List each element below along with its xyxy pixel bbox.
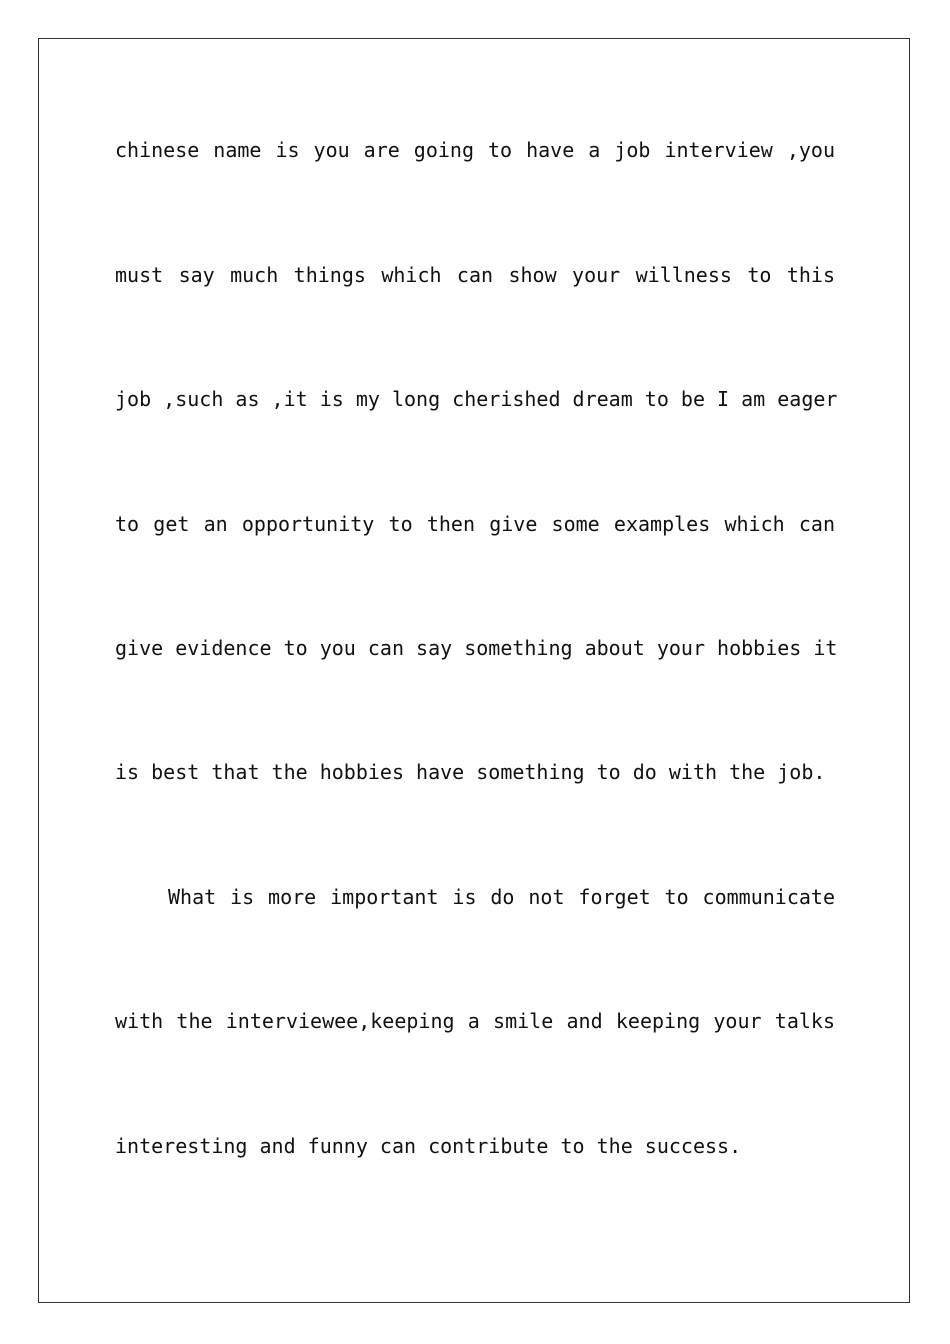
paragraph-line: to get an opportunity to then give some examples which can [115, 512, 835, 536]
paragraph-line: interesting and funny can contribute to the success. [115, 1134, 742, 1158]
paragraph-line: is best that the hobbies have something to do with the job. [115, 760, 826, 784]
paragraph-line: job ,such as ,it is my long cherished dream to be I am eager [115, 387, 838, 411]
page-border [38, 38, 910, 1303]
paragraph-line: give evidence to you can say something about your hobbies it [115, 636, 838, 660]
paragraph-line: chinese name is you are going to have a job interview ,you [115, 138, 835, 162]
paragraph-line: must say much things which can show your willness to this [115, 263, 835, 287]
paragraph-line: with the interviewee,keeping a smile and keeping your talks [115, 1009, 835, 1033]
paragraph-line: What is more important is do not forget to communicate [168, 885, 835, 909]
